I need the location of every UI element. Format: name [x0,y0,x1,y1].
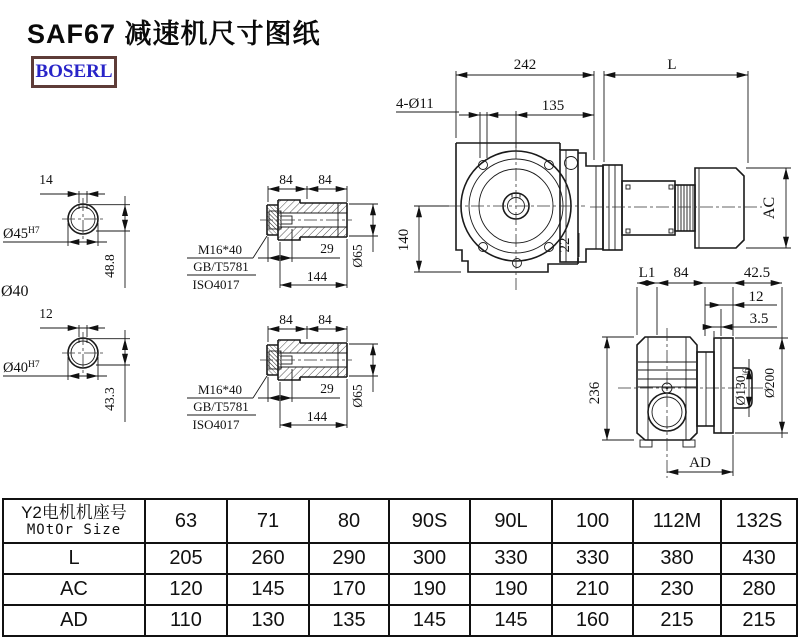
brand-logo: BOSERL [31,56,117,88]
table-row [3,574,797,605]
column-header: 80 [309,499,389,543]
row-label: AD [3,605,145,636]
cell: 230 [633,574,721,605]
column-header: 71 [227,499,309,543]
column-header: 63 [145,499,227,543]
keyway-depth-label: 48.8 [102,254,117,278]
table-header-row [3,499,797,543]
column-header: 100 [552,499,633,543]
bore-diameter-label: $Ø40^{H7}$ [3,360,40,376]
cell: 280 [721,574,797,605]
length-label: 144 [306,409,328,424]
cell: 190 [470,574,552,605]
row-label: AC [3,574,145,605]
cell: 160 [552,605,633,636]
cell: 145 [227,574,309,605]
cell: 145 [389,605,470,636]
sleeve-bottom-view [187,312,378,432]
center-height-label: 140 [396,228,412,252]
segment-a-label: 84 [279,312,293,327]
cell: 330 [552,543,633,574]
cell: 205 [145,543,227,574]
cell: 120 [145,574,227,605]
cell: 110 [145,605,227,636]
main-assembly-view [396,57,791,290]
length-label: 144 [306,269,328,284]
cell: 430 [721,543,797,574]
motor-size-header [3,499,145,543]
flange-diameter-label: Ø200 [762,368,777,398]
outer-diameter-label: Ø65 [350,244,365,268]
cell: 130 [227,605,309,636]
cell: 215 [633,605,721,636]
cell: 260 [227,543,309,574]
height-label: 236 [587,381,603,405]
l1-label: L1 [638,265,656,281]
iso-standard-label: ISO4017 [192,277,240,292]
flange-offset-label: 135 [541,98,565,114]
row-label: L [3,543,145,574]
cell: 330 [470,543,552,574]
thread-depth-label: 29 [320,381,334,396]
gb-standard-label: GB/T5781 [193,399,249,414]
motor-dimension-table [2,498,798,637]
shaft-section-top-view [3,172,130,288]
cell: 135 [309,605,389,636]
dim35-label: 3.5 [749,311,769,327]
outer-diameter-label: Ø65 [350,384,365,408]
cell: 300 [389,543,470,574]
column-header: 132S [721,499,797,543]
shaft-section-bottom-view [3,306,130,422]
dim425-label: 42.5 [743,265,771,281]
cell: 170 [309,574,389,605]
cell: 210 [552,574,633,605]
dim84-label: 84 [673,265,689,281]
cell: 215 [721,605,797,636]
cell: 190 [389,574,470,605]
gb-standard-label: GB/T5781 [193,259,249,274]
motor-length-label: L [667,57,677,73]
bolt-spec-label: M16*40 [197,242,243,257]
ad-label: AD [689,455,711,471]
segment-b-label: 84 [318,172,332,187]
motor-size-header-cn: Y2电机机座号 [21,503,127,522]
housing-width-label: 242 [513,57,537,73]
keyway-width-label: 14 [39,172,53,187]
page-title: SAF67 减速机尺寸图纸 [27,19,321,49]
cell: 380 [633,543,721,574]
cell: 145 [470,605,552,636]
iso-standard-label: ISO4017 [192,417,240,432]
side-flange-view [587,265,788,478]
column-header: 90S [389,499,470,543]
bore-diameter-label: $Ø45^{H7}$ [3,226,40,242]
dim12-label: 12 [748,289,764,305]
column-header: 90L [470,499,552,543]
bore-label: Ø40 [1,283,29,300]
motor-size-header-en: MOtOr Size [26,522,122,538]
segment-a-label: 84 [279,172,293,187]
sleeve-top-view [187,172,378,292]
thread-depth-label: 29 [320,241,334,256]
cell: 290 [309,543,389,574]
keyway-depth-label: 43.3 [102,387,117,411]
bolt-spec-label: M16*40 [197,382,243,397]
column-header: 112M [633,499,721,543]
table-row [3,605,797,636]
mount-holes-label: 4-Ø11 [396,96,434,112]
spigot-diameter-label: $Ø130_{j6}$ [733,368,751,406]
step-label: 22 [557,237,573,253]
motor-diameter-label: AC [761,196,778,220]
keyway-width-label: 12 [39,306,53,321]
segment-b-label: 84 [318,312,332,327]
table-row [3,543,797,574]
